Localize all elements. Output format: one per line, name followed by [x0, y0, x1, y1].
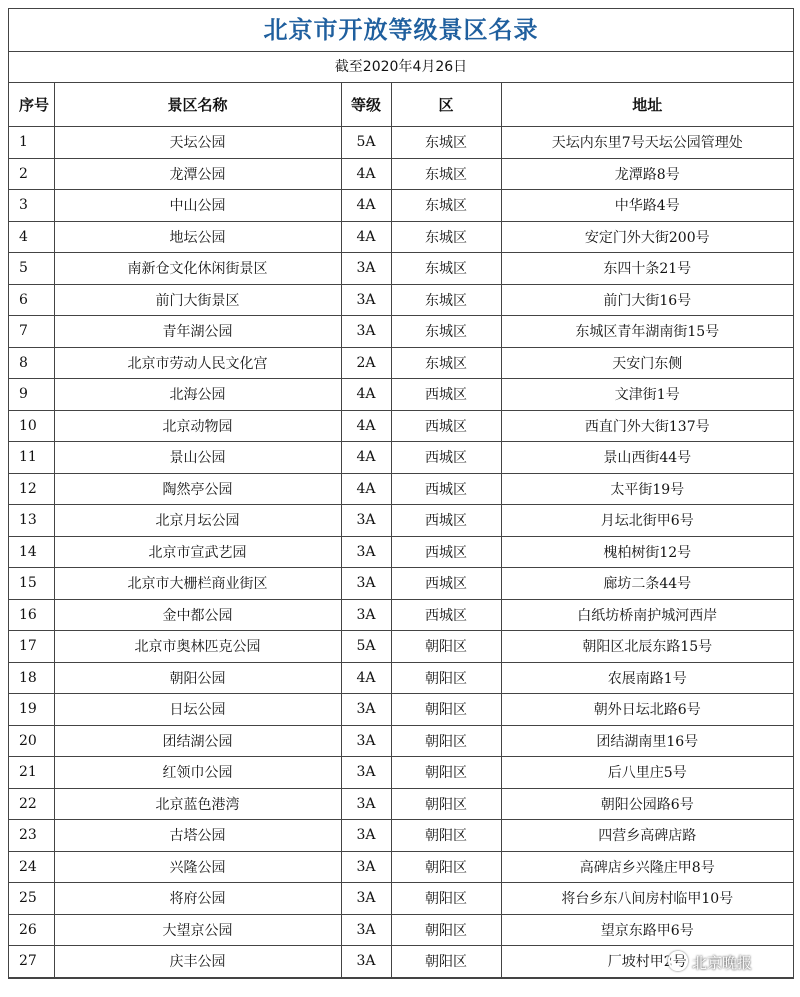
cell-level: 4A	[341, 158, 391, 190]
cell-name: 大望京公园	[54, 914, 341, 946]
cell-level: 3A	[341, 599, 391, 631]
cell-index: 18	[9, 662, 54, 694]
header-index: 序号	[9, 83, 54, 127]
table-row	[9, 599, 793, 631]
table-row	[9, 725, 793, 757]
directory-sheet	[8, 8, 794, 979]
cell-index: 27	[9, 946, 54, 978]
cell-district: 朝阳区	[391, 631, 501, 663]
cell-level: 4A	[341, 662, 391, 694]
cell-address: 东城区青年湖南街15号	[501, 316, 793, 348]
cell-level: 3A	[341, 568, 391, 600]
cell-district: 西城区	[391, 410, 501, 442]
cell-name: 青年湖公园	[54, 316, 341, 348]
cell-district: 东城区	[391, 190, 501, 222]
cell-level: 3A	[341, 851, 391, 883]
cell-district: 朝阳区	[391, 820, 501, 852]
cell-name: 金中都公园	[54, 599, 341, 631]
table-row	[9, 505, 793, 537]
cell-index: 25	[9, 883, 54, 915]
table-header-row	[9, 83, 793, 127]
cell-address: 朝外日坛北路6号	[501, 694, 793, 726]
wechat-icon	[668, 951, 688, 971]
cell-level: 4A	[341, 190, 391, 222]
cell-name: 北京市劳动人民文化宫	[54, 347, 341, 379]
table-row	[9, 820, 793, 852]
cell-index: 11	[9, 442, 54, 474]
cell-address: 厂坡村甲2号	[501, 946, 793, 978]
cell-name: 北海公园	[54, 379, 341, 411]
cell-name: 日坛公园	[54, 694, 341, 726]
cell-name: 景山公园	[54, 442, 341, 474]
cell-level: 3A	[341, 757, 391, 789]
scenic-area-table	[9, 83, 793, 978]
cell-level: 4A	[341, 221, 391, 253]
cell-index: 12	[9, 473, 54, 505]
cell-level: 3A	[341, 946, 391, 978]
cell-district: 朝阳区	[391, 788, 501, 820]
table-row	[9, 410, 793, 442]
table-row	[9, 442, 793, 474]
cell-district: 朝阳区	[391, 883, 501, 915]
header-name: 景区名称	[54, 83, 341, 127]
cell-name: 古塔公园	[54, 820, 341, 852]
cell-district: 东城区	[391, 221, 501, 253]
cell-district: 朝阳区	[391, 725, 501, 757]
cell-level: 3A	[341, 316, 391, 348]
cell-address: 月坛北街甲6号	[501, 505, 793, 537]
table-row	[9, 631, 793, 663]
watermark	[668, 951, 752, 973]
cell-index: 24	[9, 851, 54, 883]
cell-name: 北京蓝色港湾	[54, 788, 341, 820]
cell-index: 19	[9, 694, 54, 726]
cell-address: 朝阳公园路6号	[501, 788, 793, 820]
cell-district: 东城区	[391, 158, 501, 190]
header-district: 区	[391, 83, 501, 127]
cell-district: 东城区	[391, 347, 501, 379]
cell-district: 西城区	[391, 379, 501, 411]
table-row	[9, 158, 793, 190]
cell-district: 西城区	[391, 568, 501, 600]
cell-address: 将台乡东八间房村临甲10号	[501, 883, 793, 915]
cell-level: 4A	[341, 442, 391, 474]
cell-address: 后八里庄5号	[501, 757, 793, 789]
page-title: 北京市开放等级景区名录	[9, 9, 793, 52]
cell-level: 3A	[341, 820, 391, 852]
cell-district: 朝阳区	[391, 662, 501, 694]
cell-name: 红领巾公园	[54, 757, 341, 789]
cell-address: 安定门外大街200号	[501, 221, 793, 253]
cell-name: 团结湖公园	[54, 725, 341, 757]
table-row	[9, 914, 793, 946]
cell-level: 5A	[341, 127, 391, 159]
cell-district: 朝阳区	[391, 694, 501, 726]
cell-name: 前门大街景区	[54, 284, 341, 316]
cell-address: 朝阳区北辰东路15号	[501, 631, 793, 663]
cell-index: 3	[9, 190, 54, 222]
cell-address: 太平街19号	[501, 473, 793, 505]
cell-address: 景山西街44号	[501, 442, 793, 474]
cell-level: 2A	[341, 347, 391, 379]
cell-address: 文津街1号	[501, 379, 793, 411]
cell-index: 5	[9, 253, 54, 285]
cell-address: 天安门东侧	[501, 347, 793, 379]
cell-name: 北京月坛公园	[54, 505, 341, 537]
cell-district: 东城区	[391, 127, 501, 159]
cell-index: 15	[9, 568, 54, 600]
cell-name: 中山公园	[54, 190, 341, 222]
cell-level: 3A	[341, 284, 391, 316]
table-row	[9, 568, 793, 600]
cell-name: 北京市奥林匹克公园	[54, 631, 341, 663]
cell-index: 14	[9, 536, 54, 568]
cell-district: 朝阳区	[391, 757, 501, 789]
table-row	[9, 694, 793, 726]
header-level: 等级	[341, 83, 391, 127]
cell-level: 3A	[341, 725, 391, 757]
cell-name: 地坛公园	[54, 221, 341, 253]
table-row	[9, 316, 793, 348]
cell-name: 龙潭公园	[54, 158, 341, 190]
cell-address: 团结湖南里16号	[501, 725, 793, 757]
cell-level: 4A	[341, 410, 391, 442]
cell-district: 朝阳区	[391, 914, 501, 946]
table-row	[9, 190, 793, 222]
cell-index: 16	[9, 599, 54, 631]
cell-district: 朝阳区	[391, 851, 501, 883]
cell-address: 龙潭路8号	[501, 158, 793, 190]
cell-index: 13	[9, 505, 54, 537]
cell-index: 20	[9, 725, 54, 757]
cell-index: 9	[9, 379, 54, 411]
cell-district: 西城区	[391, 442, 501, 474]
cell-address: 中华路4号	[501, 190, 793, 222]
cell-index: 7	[9, 316, 54, 348]
cell-level: 3A	[341, 505, 391, 537]
cell-name: 庆丰公园	[54, 946, 341, 978]
cell-address: 前门大街16号	[501, 284, 793, 316]
cell-name: 北京市宣武艺园	[54, 536, 341, 568]
cell-index: 2	[9, 158, 54, 190]
date-subtitle: 截至2020年4月26日	[9, 52, 793, 83]
cell-index: 4	[9, 221, 54, 253]
cell-level: 5A	[341, 631, 391, 663]
cell-address: 槐柏树街12号	[501, 536, 793, 568]
cell-index: 6	[9, 284, 54, 316]
cell-index: 23	[9, 820, 54, 852]
cell-level: 3A	[341, 883, 391, 915]
cell-district: 东城区	[391, 316, 501, 348]
cell-level: 3A	[341, 914, 391, 946]
cell-index: 10	[9, 410, 54, 442]
watermark-text: 北京晚报	[692, 954, 753, 972]
table-row	[9, 284, 793, 316]
cell-district: 西城区	[391, 536, 501, 568]
cell-district: 东城区	[391, 284, 501, 316]
cell-index: 1	[9, 127, 54, 159]
table-row	[9, 662, 793, 694]
cell-district: 西城区	[391, 599, 501, 631]
cell-level: 4A	[341, 473, 391, 505]
table-row	[9, 127, 793, 159]
cell-index: 26	[9, 914, 54, 946]
cell-address: 西直门外大街137号	[501, 410, 793, 442]
cell-name: 朝阳公园	[54, 662, 341, 694]
cell-address: 四营乡高碑店路	[501, 820, 793, 852]
table-row	[9, 253, 793, 285]
cell-level: 3A	[341, 253, 391, 285]
table-row	[9, 536, 793, 568]
cell-index: 22	[9, 788, 54, 820]
cell-index: 17	[9, 631, 54, 663]
table-row	[9, 473, 793, 505]
cell-address: 农展南路1号	[501, 662, 793, 694]
cell-address: 白纸坊桥南护城河西岸	[501, 599, 793, 631]
cell-level: 3A	[341, 694, 391, 726]
cell-district: 东城区	[391, 253, 501, 285]
table-row	[9, 757, 793, 789]
header-address: 地址	[501, 83, 793, 127]
cell-index: 21	[9, 757, 54, 789]
table-row	[9, 883, 793, 915]
cell-address: 高碑店乡兴隆庄甲8号	[501, 851, 793, 883]
cell-name: 陶然亭公园	[54, 473, 341, 505]
table-row	[9, 221, 793, 253]
cell-index: 8	[9, 347, 54, 379]
table-row	[9, 347, 793, 379]
table-row	[9, 379, 793, 411]
cell-name: 北京市大栅栏商业街区	[54, 568, 341, 600]
cell-name: 兴隆公园	[54, 851, 341, 883]
cell-district: 西城区	[391, 473, 501, 505]
cell-level: 4A	[341, 379, 391, 411]
cell-name: 北京动物园	[54, 410, 341, 442]
cell-level: 3A	[341, 788, 391, 820]
cell-address: 望京东路甲6号	[501, 914, 793, 946]
cell-name: 天坛公园	[54, 127, 341, 159]
cell-district: 西城区	[391, 505, 501, 537]
cell-district: 朝阳区	[391, 946, 501, 978]
table-row	[9, 851, 793, 883]
cell-level: 3A	[341, 536, 391, 568]
cell-address: 天坛内东里7号天坛公园管理处	[501, 127, 793, 159]
cell-address: 廊坊二条44号	[501, 568, 793, 600]
cell-name: 将府公园	[54, 883, 341, 915]
cell-name: 南新仓文化休闲街景区	[54, 253, 341, 285]
table-row	[9, 788, 793, 820]
cell-address: 东四十条21号	[501, 253, 793, 285]
